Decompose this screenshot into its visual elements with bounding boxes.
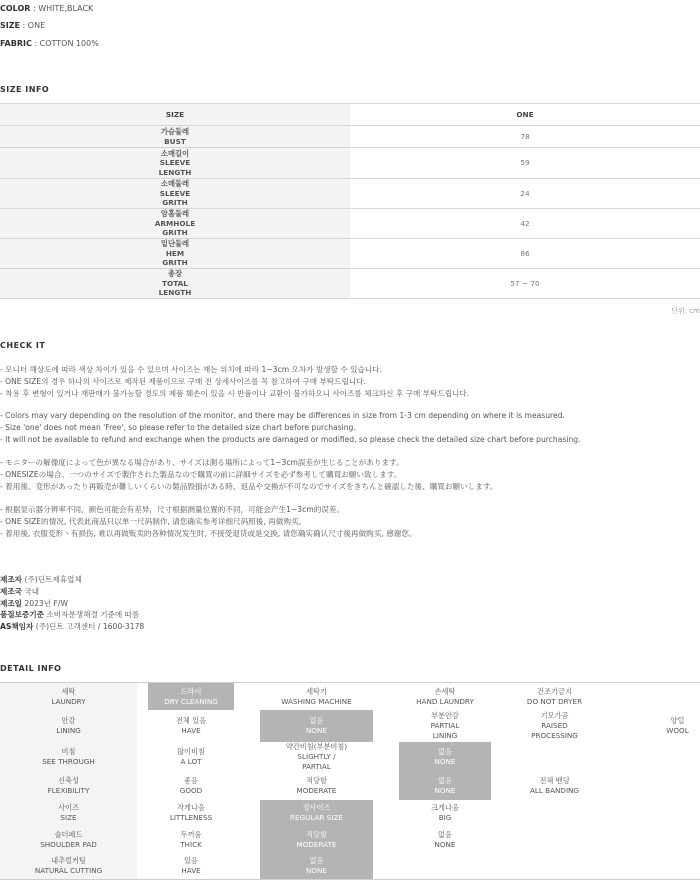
table-row bbox=[0, 126, 700, 148]
detail-option: 없음 NONE bbox=[434, 829, 456, 849]
size-row-label: 소매둘레 SLEEVE GRITH bbox=[0, 179, 350, 209]
size-row-label: 가슴둘레 BUST bbox=[0, 126, 350, 148]
spec-key: FABRIC bbox=[0, 39, 32, 48]
check-it-title: CHECK IT bbox=[0, 341, 46, 350]
table-row bbox=[0, 209, 700, 239]
detail-option: 전체 있음 HAVE bbox=[175, 716, 207, 735]
maker-manufacturer bbox=[0, 574, 82, 585]
detail-option: 약간비침(부분비침) SLIGHTLY / PARTIAL bbox=[285, 742, 348, 771]
spec-fabric: FABRIC : COTTON 100% bbox=[0, 39, 99, 48]
size-row-label: 총장 TOTAL LENGTH bbox=[0, 269, 350, 299]
divider bbox=[0, 879, 700, 880]
detail-option-selected: 없음 NONE bbox=[399, 772, 491, 800]
detail-option: 전체 밴딩 ALL BANDING bbox=[529, 776, 580, 795]
detail-row-label: 안감 LINING bbox=[56, 716, 81, 735]
detail-row-label: 신축성 FLEXIBILITY bbox=[47, 776, 90, 795]
detail-option: 건조기금지 DO NOT DRYER bbox=[526, 686, 583, 706]
note-line: - ONESIZEの場合、一つのサイズで製作された製品なので購買の前に詳細サイズを必ず参考して購買お願い致します。 bbox=[0, 470, 402, 479]
size-row-value: 86 bbox=[350, 239, 700, 269]
note-line: - 착용 후 변형이 있거나 재판매가 불가능할 경도의 제품 훼손이 있을 시 반품이나 교환이 불가하오니 사이즈를 체크하신 후 구매 부탁드립니다. bbox=[0, 389, 470, 398]
spec-value: COTTON 100% bbox=[39, 39, 99, 48]
table-row bbox=[0, 239, 700, 269]
note-line: - 根据显示器分辨率不同，颜色可能会有差异，尺寸根据测量位置的不同，可能会产生1~3cm的误差。 bbox=[0, 505, 345, 514]
size-header-label: SIZE bbox=[0, 104, 350, 126]
table-row bbox=[0, 269, 700, 299]
note-line: - Colors may vary depending on the resolution of the monitor, and there may be differences in size from 1-3 cm depending on where it is measured. bbox=[0, 411, 565, 420]
spec-key: SIZE bbox=[0, 21, 21, 30]
detail-option: 부분안감 PARTIAL LINING bbox=[430, 711, 460, 740]
detail-option: 적당함 MODERATE bbox=[296, 776, 337, 795]
detail-row-label: 세탁 LAUNDRY bbox=[51, 686, 86, 706]
detail-option-selected: 적당함 MODERATE bbox=[260, 826, 373, 853]
spec-size: SIZE : ONE bbox=[0, 21, 46, 30]
detail-option-selected: 없음 NONE bbox=[260, 853, 373, 879]
detail-option: 양털 WOOL bbox=[666, 716, 689, 735]
detail-option: 많이비침 A LOT bbox=[177, 747, 205, 766]
spec-key: COLOR bbox=[0, 4, 31, 13]
detail-option: 손세탁 HAND LAUNDRY bbox=[416, 686, 474, 706]
size-row-label: 암홀둘레 ARMHOLE GRITH bbox=[0, 209, 350, 239]
detail-info-title: DETAIL INFO bbox=[0, 664, 62, 673]
maker-country bbox=[0, 586, 39, 597]
detail-row-label: 내추럴커팅 NATURAL CUTTING bbox=[34, 856, 103, 875]
detail-option-selected: 정사이즈 REGULAR SIZE bbox=[260, 800, 373, 826]
maker-value: 소비자분쟁해결 기준에 따름 bbox=[46, 610, 140, 619]
table-row bbox=[0, 148, 700, 179]
maker-key: 제조국 bbox=[0, 587, 23, 596]
detail-option: 두꺼움 THICK bbox=[180, 829, 202, 849]
maker-key: 품질보증기준 bbox=[0, 610, 45, 619]
detail-option: 좋음 GOOD bbox=[179, 776, 203, 795]
maker-quality bbox=[0, 609, 139, 620]
maker-value: (주)딘트 고객센터 / 1600-3178 bbox=[35, 622, 145, 631]
size-row-label: 소매길이 SLEEVE LENGTH bbox=[0, 148, 350, 179]
detail-option-selected: 없음 NONE bbox=[260, 710, 373, 742]
maker-key: 제조자 bbox=[0, 575, 23, 584]
detail-row-label: 비침 SEE THROUGH bbox=[42, 747, 95, 766]
size-row-value: 59 bbox=[350, 148, 700, 179]
detail-option: 기모가공 RAISED PROCESSING bbox=[531, 711, 578, 740]
detail-option: 작게나옴 LITTLENESS bbox=[169, 803, 213, 822]
size-table bbox=[0, 103, 700, 299]
spec-value: WHITE,BLACK bbox=[38, 4, 94, 13]
table-row bbox=[0, 179, 700, 209]
spec-value: ONE bbox=[27, 21, 46, 30]
detail-option-selected: 없음 NONE bbox=[399, 742, 491, 772]
maker-value: (주)딘트제휴업체 bbox=[24, 575, 82, 584]
note-line: - 着用後、変形があったり再販売が難しいくらいの製品毀損がある時、返品や交換が不可なのでサイズをきちんと確認した後、購買お願いします。 bbox=[0, 482, 498, 491]
note-line: - It will not be available to refund and exchange when the products are damaged or modified, so please check the detailed size chart before purchasing. bbox=[0, 435, 581, 444]
unit-note: 단위: cm bbox=[671, 307, 700, 315]
detail-option-selected: 드라이 DRY CLEANING bbox=[148, 683, 234, 710]
maker-value: 2023년 F/W bbox=[24, 599, 68, 608]
size-row-label: 밑단둘레 HEM GRITH bbox=[0, 239, 350, 269]
note-line: - ONE SIZE的情况, 代表此商品只以单一尺码制作, 请您确实参考详细尺码照後, 再做购买。 bbox=[0, 517, 307, 526]
size-table-header bbox=[0, 104, 700, 126]
maker-key: AS책임자 bbox=[0, 622, 34, 631]
note-line: - 모니터 해상도에 따라 색상 차이가 있을 수 있으며 사이즈는 재는 위치에 따라 1~3cm 오차가 발생할 수 있습니다. bbox=[0, 365, 382, 374]
size-info-title: SIZE INFO bbox=[0, 85, 50, 94]
size-row-value: 57 ~ 70 bbox=[350, 269, 700, 299]
maker-value: 국내 bbox=[24, 587, 40, 596]
size-row-value: 78 bbox=[350, 126, 700, 148]
detail-option: 크게나옴 BIG bbox=[431, 803, 459, 822]
note-line: - 着用後, 衣服変形丶有损伤, 难以再做贩卖的各种情况发生时, 不接受退货或是交换, 请您确实确认尺寸後再做购买, 感谢您。 bbox=[0, 529, 417, 538]
size-row-value: 42 bbox=[350, 209, 700, 239]
detail-option: 있음 HAVE bbox=[181, 856, 201, 875]
maker-key: 제조일 bbox=[0, 599, 23, 608]
detail-row-label: 사이즈 SIZE bbox=[58, 803, 79, 822]
detail-row-label: 숄더패드 SHOULDER PAD bbox=[40, 829, 97, 849]
size-header-value: ONE bbox=[350, 104, 700, 126]
spec-color: COLOR : WHITE,BLACK bbox=[0, 4, 94, 13]
detail-option: 세탁기 WASHING MACHINE bbox=[281, 686, 352, 706]
note-line: - モニターの解像度によって色が異なる場合があり、サイズは測る場所によって1~3cm誤差が生じることがあります。 bbox=[0, 458, 404, 467]
maker-as bbox=[0, 621, 144, 632]
note-line: - Size 'one' does not mean 'Free', so please refer to the detailed size chart before purchasing. bbox=[0, 423, 356, 432]
size-row-value: 24 bbox=[350, 179, 700, 209]
note-line: - ONE SIZE의 경우 하나의 사이즈로 제작된 제품이므로 구매 전 상세사이즈를 꼭 참고하여 구매 부탁드립니다. bbox=[0, 377, 366, 386]
maker-date bbox=[0, 598, 68, 609]
